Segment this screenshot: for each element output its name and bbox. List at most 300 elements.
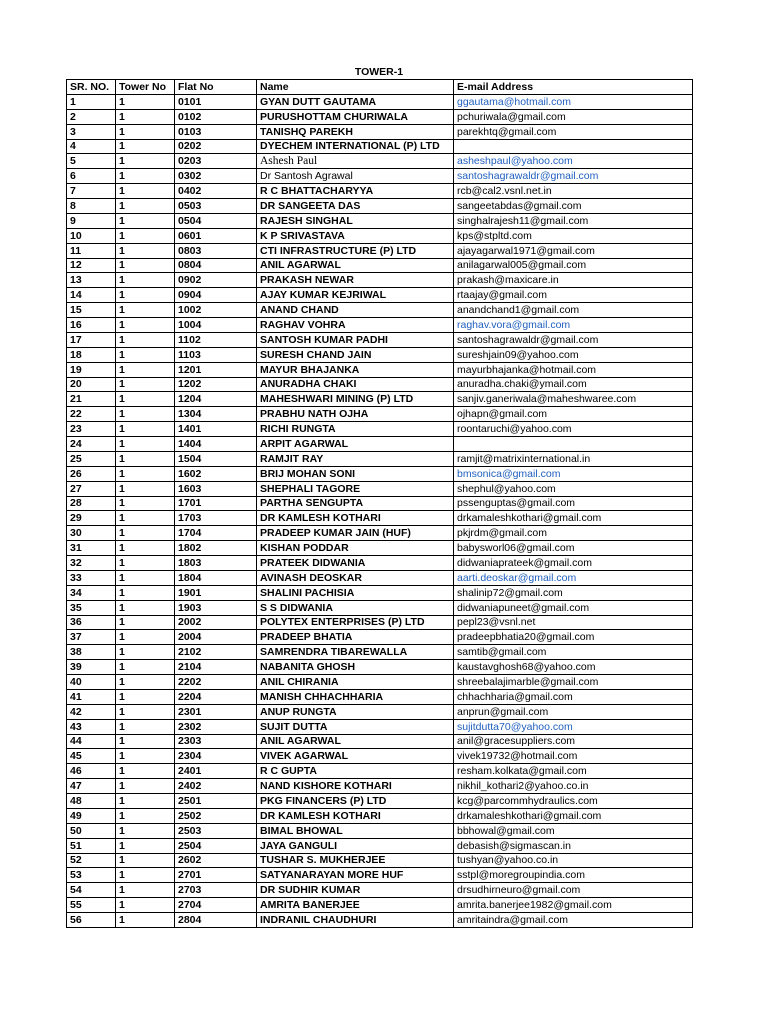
flat-no-cell: 0503 — [175, 199, 257, 214]
email-cell: rtaajay@gmail.com — [454, 288, 693, 303]
sr-no-cell: 24 — [67, 437, 116, 452]
table-row — [67, 600, 693, 615]
tower-no-cell: 1 — [116, 169, 175, 184]
tower-no-cell: 1 — [116, 496, 175, 511]
flat-no-cell: 1602 — [175, 466, 257, 481]
tower-no-cell: 1 — [116, 466, 175, 481]
email-cell: aarti.deoskar@gmail.com — [454, 570, 693, 585]
name-cell: DR SUDHIR KUMAR — [257, 883, 454, 898]
email-cell: didwaniaprateek@gmail.com — [454, 556, 693, 571]
sr-no-cell: 37 — [67, 630, 116, 645]
email-cell: kaustavghosh68@yahoo.com — [454, 660, 693, 675]
flat-no-cell: 1204 — [175, 392, 257, 407]
email-cell — [454, 437, 693, 452]
name-cell: SANTOSH KUMAR PADHI — [257, 332, 454, 347]
table-row — [67, 422, 693, 437]
sr-no-cell: 51 — [67, 838, 116, 853]
name-cell: SHALINI PACHISIA — [257, 585, 454, 600]
email-cell: didwaniapuneet@gmail.com — [454, 600, 693, 615]
sr-no-cell: 17 — [67, 332, 116, 347]
tower-no-cell: 1 — [116, 689, 175, 704]
flat-no-cell: 2401 — [175, 764, 257, 779]
email-cell: sujitdutta70@yahoo.com — [454, 719, 693, 734]
email-cell: kps@stpltd.com — [454, 228, 693, 243]
tower-no-cell: 1 — [116, 704, 175, 719]
flat-no-cell: 0203 — [175, 154, 257, 169]
flat-no-cell: 2704 — [175, 898, 257, 913]
tower-no-cell: 1 — [116, 645, 175, 660]
name-cell: MAYUR BHAJANKA — [257, 362, 454, 377]
table-row — [67, 570, 693, 585]
name-cell: SHEPHALI TAGORE — [257, 481, 454, 496]
flat-no-cell: 2304 — [175, 749, 257, 764]
flat-no-cell: 1802 — [175, 541, 257, 556]
name-cell: POLYTEX ENTERPRISES (P) LTD — [257, 615, 454, 630]
flat-no-cell: 2503 — [175, 823, 257, 838]
sr-no-cell: 18 — [67, 347, 116, 362]
email-cell: rcb@cal2.vsnl.net.in — [454, 184, 693, 199]
name-cell: R C GUPTA — [257, 764, 454, 779]
name-cell: VIVEK AGARWAL — [257, 749, 454, 764]
table-row — [67, 883, 693, 898]
email-cell: anil@gracesuppliers.com — [454, 734, 693, 749]
table-row — [67, 407, 693, 422]
tower-no-cell: 1 — [116, 318, 175, 333]
table-row — [67, 362, 693, 377]
name-cell: S S DIDWANIA — [257, 600, 454, 615]
email-cell: drkamaleshkothari@gmail.com — [454, 808, 693, 823]
table-row — [67, 496, 693, 511]
table-row — [67, 481, 693, 496]
table-row — [67, 332, 693, 347]
table-row — [67, 124, 693, 139]
header-row — [67, 80, 693, 95]
flat-no-cell: 1002 — [175, 303, 257, 318]
flat-no-cell: 1803 — [175, 556, 257, 571]
sr-no-cell: 55 — [67, 898, 116, 913]
tower-no-cell: 1 — [116, 719, 175, 734]
email-cell: raghav.vora@gmail.com — [454, 318, 693, 333]
flat-no-cell: 1304 — [175, 407, 257, 422]
flat-no-cell: 2204 — [175, 689, 257, 704]
email-cell: debasish@sigmascan.in — [454, 838, 693, 853]
name-cell: GYAN DUTT GAUTAMA — [257, 94, 454, 109]
email-cell: santoshagrawaldr@gmail.com — [454, 332, 693, 347]
tower-no-cell: 1 — [116, 407, 175, 422]
name-cell: DR SANGEETA DAS — [257, 199, 454, 214]
tower-no-cell: 1 — [116, 511, 175, 526]
table-row — [67, 853, 693, 868]
flat-no-cell: 0902 — [175, 273, 257, 288]
flat-no-cell: 2504 — [175, 838, 257, 853]
email-cell: nikhil_kothari2@yahoo.co.in — [454, 779, 693, 794]
tower-no-cell: 1 — [116, 585, 175, 600]
email-cell: shreebalajimarble@gmail.com — [454, 675, 693, 690]
flat-no-cell: 0601 — [175, 228, 257, 243]
table-body — [67, 94, 693, 927]
sr-no-cell: 40 — [67, 675, 116, 690]
flat-no-cell: 2703 — [175, 883, 257, 898]
flat-no-cell: 0103 — [175, 124, 257, 139]
email-cell: pchuriwala@gmail.com — [454, 109, 693, 124]
table-row — [67, 511, 693, 526]
name-cell: SAMRENDRA TIBAREWALLA — [257, 645, 454, 660]
name-cell: NABANITA GHOSH — [257, 660, 454, 675]
flat-no-cell: 0102 — [175, 109, 257, 124]
flat-no-cell: 2804 — [175, 913, 257, 928]
sr-no-cell: 39 — [67, 660, 116, 675]
email-cell: samtib@gmail.com — [454, 645, 693, 660]
flat-no-cell: 2303 — [175, 734, 257, 749]
sr-no-cell: 23 — [67, 422, 116, 437]
tower-no-cell: 1 — [116, 94, 175, 109]
flat-no-cell: 2301 — [175, 704, 257, 719]
sr-no-cell: 49 — [67, 808, 116, 823]
flat-no-cell: 2104 — [175, 660, 257, 675]
name-cell: ANAND CHAND — [257, 303, 454, 318]
name-cell: PRABHU NATH OJHA — [257, 407, 454, 422]
email-cell: shalinip72@gmail.com — [454, 585, 693, 600]
sr-no-cell: 10 — [67, 228, 116, 243]
email-cell: santoshagrawaldr@gmail.com — [454, 169, 693, 184]
sr-no-cell: 32 — [67, 556, 116, 571]
name-cell: PRADEEP KUMAR JAIN (HUF) — [257, 526, 454, 541]
tower-no-cell: 1 — [116, 273, 175, 288]
flat-no-cell: 1704 — [175, 526, 257, 541]
table-row — [67, 437, 693, 452]
sr-no-cell: 11 — [67, 243, 116, 258]
table-row — [67, 615, 693, 630]
sr-no-cell: 27 — [67, 481, 116, 496]
sr-no-cell: 47 — [67, 779, 116, 794]
flat-no-cell: 2502 — [175, 808, 257, 823]
table-row — [67, 109, 693, 124]
sr-no-cell: 31 — [67, 541, 116, 556]
name-cell: NAND KISHORE KOTHARI — [257, 779, 454, 794]
sr-no-cell: 13 — [67, 273, 116, 288]
residents-table — [66, 79, 693, 928]
tower-no-cell: 1 — [116, 139, 175, 154]
tower-no-cell: 1 — [116, 303, 175, 318]
tower-no-cell: 1 — [116, 838, 175, 853]
table-row — [67, 184, 693, 199]
name-cell: INDRANIL CHAUDHURI — [257, 913, 454, 928]
name-cell: RICHI RUNGTA — [257, 422, 454, 437]
tower-no-cell: 1 — [116, 154, 175, 169]
column-header-email: E-mail Address — [454, 80, 693, 95]
table-row — [67, 868, 693, 883]
table-row — [67, 630, 693, 645]
name-cell: R C BHATTACHARYYA — [257, 184, 454, 199]
flat-no-cell: 1103 — [175, 347, 257, 362]
name-cell: DR KAMLESH KOTHARI — [257, 511, 454, 526]
column-header-tower-no: Tower No — [116, 80, 175, 95]
sr-no-cell: 16 — [67, 318, 116, 333]
name-cell: ANIL AGARWAL — [257, 258, 454, 273]
sr-no-cell: 52 — [67, 853, 116, 868]
table-row — [67, 526, 693, 541]
name-cell: PRAKASH NEWAR — [257, 273, 454, 288]
tower-no-cell: 1 — [116, 347, 175, 362]
name-cell: CTI INFRASTRUCTURE (P) LTD — [257, 243, 454, 258]
sr-no-cell: 38 — [67, 645, 116, 660]
table-row — [67, 704, 693, 719]
name-cell: PRATEEK DIDWANIA — [257, 556, 454, 571]
tower-no-cell: 1 — [116, 451, 175, 466]
name-cell: ARPIT AGARWAL — [257, 437, 454, 452]
sr-no-cell: 48 — [67, 794, 116, 809]
table-row — [67, 94, 693, 109]
tower-no-cell: 1 — [116, 526, 175, 541]
tower-no-cell: 1 — [116, 779, 175, 794]
email-cell: bbhowal@gmail.com — [454, 823, 693, 838]
email-cell: pepl23@vsnl.net — [454, 615, 693, 630]
tower-no-cell: 1 — [116, 794, 175, 809]
flat-no-cell: 2402 — [175, 779, 257, 794]
tower-no-cell: 1 — [116, 749, 175, 764]
sr-no-cell: 19 — [67, 362, 116, 377]
tower-no-cell: 1 — [116, 630, 175, 645]
table-row — [67, 213, 693, 228]
table-row — [67, 392, 693, 407]
sr-no-cell: 3 — [67, 124, 116, 139]
table-row — [67, 585, 693, 600]
flat-no-cell: 1903 — [175, 600, 257, 615]
name-cell: SURESH CHAND JAIN — [257, 347, 454, 362]
email-cell: parekhtq@gmail.com — [454, 124, 693, 139]
table-row — [67, 645, 693, 660]
sr-no-cell: 46 — [67, 764, 116, 779]
table-row — [67, 347, 693, 362]
email-cell: roontaruchi@yahoo.com — [454, 422, 693, 437]
sr-no-cell: 29 — [67, 511, 116, 526]
sr-no-cell: 36 — [67, 615, 116, 630]
flat-no-cell: 1404 — [175, 437, 257, 452]
tower-no-cell: 1 — [116, 258, 175, 273]
flat-no-cell: 2002 — [175, 615, 257, 630]
table-row — [67, 377, 693, 392]
email-cell: anandchand1@gmail.com — [454, 303, 693, 318]
tower-no-cell: 1 — [116, 437, 175, 452]
table-row — [67, 660, 693, 675]
email-cell: ojhapn@gmail.com — [454, 407, 693, 422]
flat-no-cell: 0904 — [175, 288, 257, 303]
tower-no-cell: 1 — [116, 243, 175, 258]
table-row — [67, 689, 693, 704]
flat-no-cell: 2102 — [175, 645, 257, 660]
email-cell: vivek19732@hotmail.com — [454, 749, 693, 764]
tower-no-cell: 1 — [116, 213, 175, 228]
tower-no-cell: 1 — [116, 913, 175, 928]
email-cell: chhachharia@gmail.com — [454, 689, 693, 704]
tower-no-cell: 1 — [116, 808, 175, 823]
name-cell: TUSHAR S. MUKHERJEE — [257, 853, 454, 868]
email-cell: asheshpaul@yahoo.com — [454, 154, 693, 169]
flat-no-cell: 1004 — [175, 318, 257, 333]
table-row — [67, 913, 693, 928]
table-row — [67, 794, 693, 809]
table-header — [67, 80, 693, 95]
table-row — [67, 898, 693, 913]
tower-no-cell: 1 — [116, 362, 175, 377]
name-cell: PURUSHOTTAM CHURIWALA — [257, 109, 454, 124]
sr-no-cell: 26 — [67, 466, 116, 481]
table-row — [67, 466, 693, 481]
table-row — [67, 318, 693, 333]
table-row — [67, 675, 693, 690]
sr-no-cell: 6 — [67, 169, 116, 184]
tower-no-cell: 1 — [116, 392, 175, 407]
name-cell: MANISH CHHACHHARIA — [257, 689, 454, 704]
name-cell: TANISHQ PAREKH — [257, 124, 454, 139]
email-cell: sureshjain09@yahoo.com — [454, 347, 693, 362]
name-cell: ANUP RUNGTA — [257, 704, 454, 719]
tower-no-cell: 1 — [116, 823, 175, 838]
column-header-name: Name — [257, 80, 454, 95]
email-cell: prakash@maxicare.in — [454, 273, 693, 288]
email-cell: tushyan@yahoo.co.in — [454, 853, 693, 868]
sr-no-cell: 44 — [67, 734, 116, 749]
sr-no-cell: 56 — [67, 913, 116, 928]
sr-no-cell: 35 — [67, 600, 116, 615]
name-cell: RAGHAV VOHRA — [257, 318, 454, 333]
email-cell: shephul@yahoo.com — [454, 481, 693, 496]
table-row — [67, 258, 693, 273]
tower-no-cell: 1 — [116, 853, 175, 868]
table-row — [67, 719, 693, 734]
name-cell: SATYANARAYAN MORE HUF — [257, 868, 454, 883]
table-row — [67, 169, 693, 184]
table-row — [67, 273, 693, 288]
flat-no-cell: 1703 — [175, 511, 257, 526]
name-cell: PARTHA SENGUPTA — [257, 496, 454, 511]
flat-no-cell: 0504 — [175, 213, 257, 228]
name-cell: PKG FINANCERS (P) LTD — [257, 794, 454, 809]
name-cell: ANIL AGARWAL — [257, 734, 454, 749]
tower-no-cell: 1 — [116, 868, 175, 883]
flat-no-cell: 0804 — [175, 258, 257, 273]
email-cell: amritaindra@gmail.com — [454, 913, 693, 928]
flat-no-cell: 1201 — [175, 362, 257, 377]
table-row — [67, 823, 693, 838]
table-row — [67, 808, 693, 823]
sr-no-cell: 54 — [67, 883, 116, 898]
sr-no-cell: 21 — [67, 392, 116, 407]
sr-no-cell: 12 — [67, 258, 116, 273]
name-cell: AMRITA BANERJEE — [257, 898, 454, 913]
sr-no-cell: 2 — [67, 109, 116, 124]
table-row — [67, 228, 693, 243]
tower-no-cell: 1 — [116, 764, 175, 779]
table-row — [67, 779, 693, 794]
email-cell: babysworl06@gmail.com — [454, 541, 693, 556]
email-cell: anprun@gmail.com — [454, 704, 693, 719]
sr-no-cell: 14 — [67, 288, 116, 303]
name-cell: AVINASH DEOSKAR — [257, 570, 454, 585]
flat-no-cell: 0202 — [175, 139, 257, 154]
sr-no-cell: 5 — [67, 154, 116, 169]
sr-no-cell: 43 — [67, 719, 116, 734]
flat-no-cell: 1102 — [175, 332, 257, 347]
email-cell: singhalrajesh11@gmail.com — [454, 213, 693, 228]
name-cell: JAYA GANGULI — [257, 838, 454, 853]
flat-no-cell: 0101 — [175, 94, 257, 109]
sr-no-cell: 9 — [67, 213, 116, 228]
tower-no-cell: 1 — [116, 570, 175, 585]
table-row — [67, 451, 693, 466]
email-cell: sanjiv.ganeriwala@maheshwaree.com — [454, 392, 693, 407]
tower-no-cell: 1 — [116, 228, 175, 243]
table-row — [67, 764, 693, 779]
email-cell: mayurbhajanka@hotmail.com — [454, 362, 693, 377]
name-cell: DR KAMLESH KOTHARI — [257, 808, 454, 823]
email-cell: drsudhirneuro@gmail.com — [454, 883, 693, 898]
tower-no-cell: 1 — [116, 199, 175, 214]
sr-no-cell: 20 — [67, 377, 116, 392]
tower-no-cell: 1 — [116, 109, 175, 124]
tower-no-cell: 1 — [116, 184, 175, 199]
tower-no-cell: 1 — [116, 675, 175, 690]
table-row — [67, 199, 693, 214]
flat-no-cell: 0402 — [175, 184, 257, 199]
tower-no-cell: 1 — [116, 288, 175, 303]
tower-no-cell: 1 — [116, 124, 175, 139]
email-cell: pkjrdm@gmail.com — [454, 526, 693, 541]
email-cell: pssenguptas@gmail.com — [454, 496, 693, 511]
sr-no-cell: 50 — [67, 823, 116, 838]
sr-no-cell: 42 — [67, 704, 116, 719]
sr-no-cell: 8 — [67, 199, 116, 214]
email-cell: kcg@parcommhydraulics.com — [454, 794, 693, 809]
table-row — [67, 288, 693, 303]
tower-no-cell: 1 — [116, 541, 175, 556]
name-cell: Ashesh Paul — [257, 154, 454, 169]
sr-no-cell: 1 — [67, 94, 116, 109]
tower-no-cell: 1 — [116, 600, 175, 615]
email-cell: resham.kolkata@gmail.com — [454, 764, 693, 779]
email-cell: ajayagarwal1971@gmail.com — [454, 243, 693, 258]
tower-no-cell: 1 — [116, 734, 175, 749]
name-cell: AJAY KUMAR KEJRIWAL — [257, 288, 454, 303]
table-row — [67, 154, 693, 169]
name-cell: BIMAL BHOWAL — [257, 823, 454, 838]
email-cell: anuradha.chaki@ymail.com — [454, 377, 693, 392]
flat-no-cell: 2302 — [175, 719, 257, 734]
tower-no-cell: 1 — [116, 615, 175, 630]
table-row — [67, 541, 693, 556]
sr-no-cell: 41 — [67, 689, 116, 704]
tower-no-cell: 1 — [116, 332, 175, 347]
name-cell: KISHAN PODDAR — [257, 541, 454, 556]
email-cell: amrita.banerjee1982@gmail.com — [454, 898, 693, 913]
flat-no-cell: 2501 — [175, 794, 257, 809]
name-cell: K P SRIVASTAVA — [257, 228, 454, 243]
name-cell: BRIJ MOHAN SONI — [257, 466, 454, 481]
flat-no-cell: 2202 — [175, 675, 257, 690]
name-cell: RAMJIT RAY — [257, 451, 454, 466]
flat-no-cell: 2701 — [175, 868, 257, 883]
column-header-sr-no: SR. NO. — [67, 80, 116, 95]
sr-no-cell: 45 — [67, 749, 116, 764]
name-cell: ANURADHA CHAKI — [257, 377, 454, 392]
email-cell: pradeepbhatia20@gmail.com — [454, 630, 693, 645]
table-row — [67, 749, 693, 764]
sr-no-cell: 34 — [67, 585, 116, 600]
sr-no-cell: 4 — [67, 139, 116, 154]
tower-no-cell: 1 — [116, 898, 175, 913]
name-cell: PRADEEP BHATIA — [257, 630, 454, 645]
sr-no-cell: 15 — [67, 303, 116, 318]
